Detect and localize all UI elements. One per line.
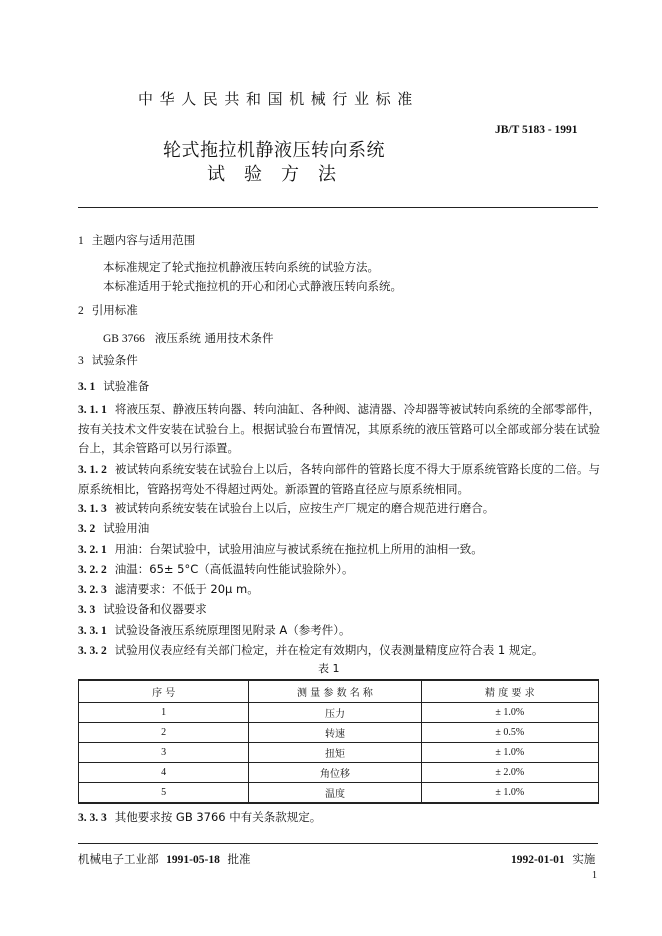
clause-3-2-3 bbox=[78, 580, 600, 600]
table-cell: 5 bbox=[79, 783, 249, 804]
table-cell: 4 bbox=[79, 763, 249, 783]
section-title: 试验设备和仪器要求 bbox=[103, 602, 207, 616]
clause-text: 试验设备液压系统原理图见附录 A（参考件）。 bbox=[114, 623, 351, 637]
section-title: 试验准备 bbox=[103, 379, 150, 393]
section-1-heading bbox=[78, 232, 195, 248]
clause-text: 油温：65± 5°C（高低温转向性能试验除外）。 bbox=[114, 562, 354, 576]
clause-number: 3. 3. 2 bbox=[78, 645, 107, 657]
referenced-standard bbox=[103, 328, 274, 349]
section-title: 试验条件 bbox=[91, 353, 138, 367]
subsection-3-3-heading bbox=[78, 601, 207, 617]
precision-table bbox=[78, 679, 599, 804]
section-title: 试验用油 bbox=[103, 521, 150, 535]
clause-text: 其他要求按 GB 3766 中有关条款规定。 bbox=[114, 810, 322, 824]
section-number: 2 bbox=[78, 305, 84, 317]
clause-3-1-1 bbox=[78, 400, 600, 458]
clause-number: 3. 1. 3 bbox=[78, 503, 107, 515]
clause-number: 3. 3. 3 bbox=[78, 812, 107, 824]
table-cell: ± 1.0% bbox=[421, 743, 598, 763]
clause-number: 3. 2. 3 bbox=[78, 584, 107, 596]
section-number: 3. 1 bbox=[78, 381, 96, 393]
table-cell: 角位移 bbox=[249, 763, 421, 783]
table-cell: 转速 bbox=[249, 723, 421, 743]
section-title: 引用标准 bbox=[91, 303, 138, 317]
table-cell: 压力 bbox=[249, 703, 421, 723]
reference-title: 液压系统 通用技术条件 bbox=[154, 331, 274, 345]
table-cell: 温度 bbox=[249, 783, 421, 804]
column-header: 测 量 参 数 名 称 bbox=[249, 680, 421, 703]
document-title: 轮式拖拉机静液压转向系统 bbox=[163, 140, 385, 161]
table-header-row bbox=[79, 680, 599, 703]
section-3-heading bbox=[78, 352, 138, 368]
clause-number: 3. 2. 1 bbox=[78, 544, 107, 556]
clause-number: 3. 1. 2 bbox=[78, 464, 107, 476]
clause-number: 3. 2. 2 bbox=[78, 564, 107, 576]
table-cell: ± 2.0% bbox=[421, 763, 598, 783]
implementation-label: 实施 bbox=[572, 852, 596, 866]
table-cell: 2 bbox=[79, 723, 249, 743]
table-cell: 3 bbox=[79, 743, 249, 763]
clause-3-3-3 bbox=[78, 808, 600, 828]
clause-3-2-1 bbox=[78, 540, 600, 560]
section-title: 主题内容与适用范围 bbox=[91, 233, 196, 247]
table-cell: ± 1.0% bbox=[421, 703, 598, 723]
table-row bbox=[79, 703, 599, 723]
table-row bbox=[79, 783, 599, 804]
clause-text: 被试转向系统安装在试验台上以后，应按生产厂规定的磨合规范进行磨合。 bbox=[114, 501, 495, 515]
implementation-date: 1992-01-01 bbox=[511, 854, 565, 866]
implementation-statement bbox=[511, 851, 595, 867]
clause-text: 将液压泵、静液压转向器、转向油缸、各种阀、滤清器、冷却器等被试转向系统的全部零部件，按有关技术文件安装在试验台上。根据试验台布置情况，其原系统的液压管路可以全部或部分装在试验台上，其余管路可以另行添置。 bbox=[78, 402, 601, 455]
clause-3-3-1 bbox=[78, 621, 600, 641]
approval-date: 1991-05-18 bbox=[166, 854, 220, 866]
column-header: 序 号 bbox=[79, 680, 249, 703]
approving-authority: 机械电子工业部 bbox=[78, 852, 159, 866]
page-number: 1 bbox=[592, 870, 597, 881]
issuing-organization: 中华人民共和国机械行业标准 bbox=[138, 90, 419, 108]
section-2-heading bbox=[78, 302, 138, 318]
section-number: 3 bbox=[78, 355, 84, 367]
table-row bbox=[79, 763, 599, 783]
column-header: 精 度 要 求 bbox=[421, 680, 598, 703]
table-cell: ± 1.0% bbox=[421, 783, 598, 804]
header-divider bbox=[78, 207, 598, 208]
clause-3-1-3 bbox=[78, 499, 600, 519]
clause-3-3-2 bbox=[78, 641, 600, 661]
clause-text: 试验用仪表应经有关部门检定，并在检定有效期内，仪表测量精度应符合表 1 规定。 bbox=[114, 643, 544, 657]
clause-text: 用油：台架试验中，试验用油应与被试系统在拖拉机上所用的油相一致。 bbox=[114, 542, 483, 556]
table-row bbox=[79, 743, 599, 763]
subsection-3-2-heading bbox=[78, 520, 149, 536]
clause-number: 3. 3. 1 bbox=[78, 625, 107, 637]
footer-divider bbox=[78, 843, 598, 844]
clause-number: 3. 1. 1 bbox=[78, 404, 107, 416]
clause-text: 被试转向系统安装在试验台上以后，各转向部件的管路长度不得大于原系统管路长度的二倍。与原系统相比，管路拐弯处不得超过两处。新添置的管路直径应与原系统相同。 bbox=[78, 462, 601, 496]
subsection-3-1-heading bbox=[78, 378, 149, 394]
table-caption: 表 1 bbox=[318, 662, 340, 675]
clause-text: 滤清要求：不低于 20μ m。 bbox=[114, 582, 259, 596]
section-number: 3. 2 bbox=[78, 523, 96, 535]
standard-code: JB/T 5183 - 1991 bbox=[495, 124, 578, 136]
document-subtitle: 试验方法 bbox=[207, 164, 355, 185]
section-number: 3. 3 bbox=[78, 604, 96, 616]
section-number: 1 bbox=[78, 235, 84, 247]
table-cell: 扭矩 bbox=[249, 743, 421, 763]
approval-label: 批准 bbox=[227, 852, 251, 866]
clause-3-1-2 bbox=[78, 460, 600, 499]
clause-3-2-2 bbox=[78, 560, 600, 580]
approval-statement bbox=[78, 851, 250, 867]
reference-code: GB 3766 bbox=[103, 333, 145, 345]
table-cell: 1 bbox=[79, 703, 249, 723]
table-cell: ± 0.5% bbox=[421, 723, 598, 743]
paragraph: 本标准规定了轮式拖拉机静液压转向系统的试验方法。 bbox=[103, 260, 379, 274]
paragraph: 本标准适用于轮式拖拉机的开心和闭心式静液压转向系统。 bbox=[103, 279, 402, 293]
table-row bbox=[79, 723, 599, 743]
